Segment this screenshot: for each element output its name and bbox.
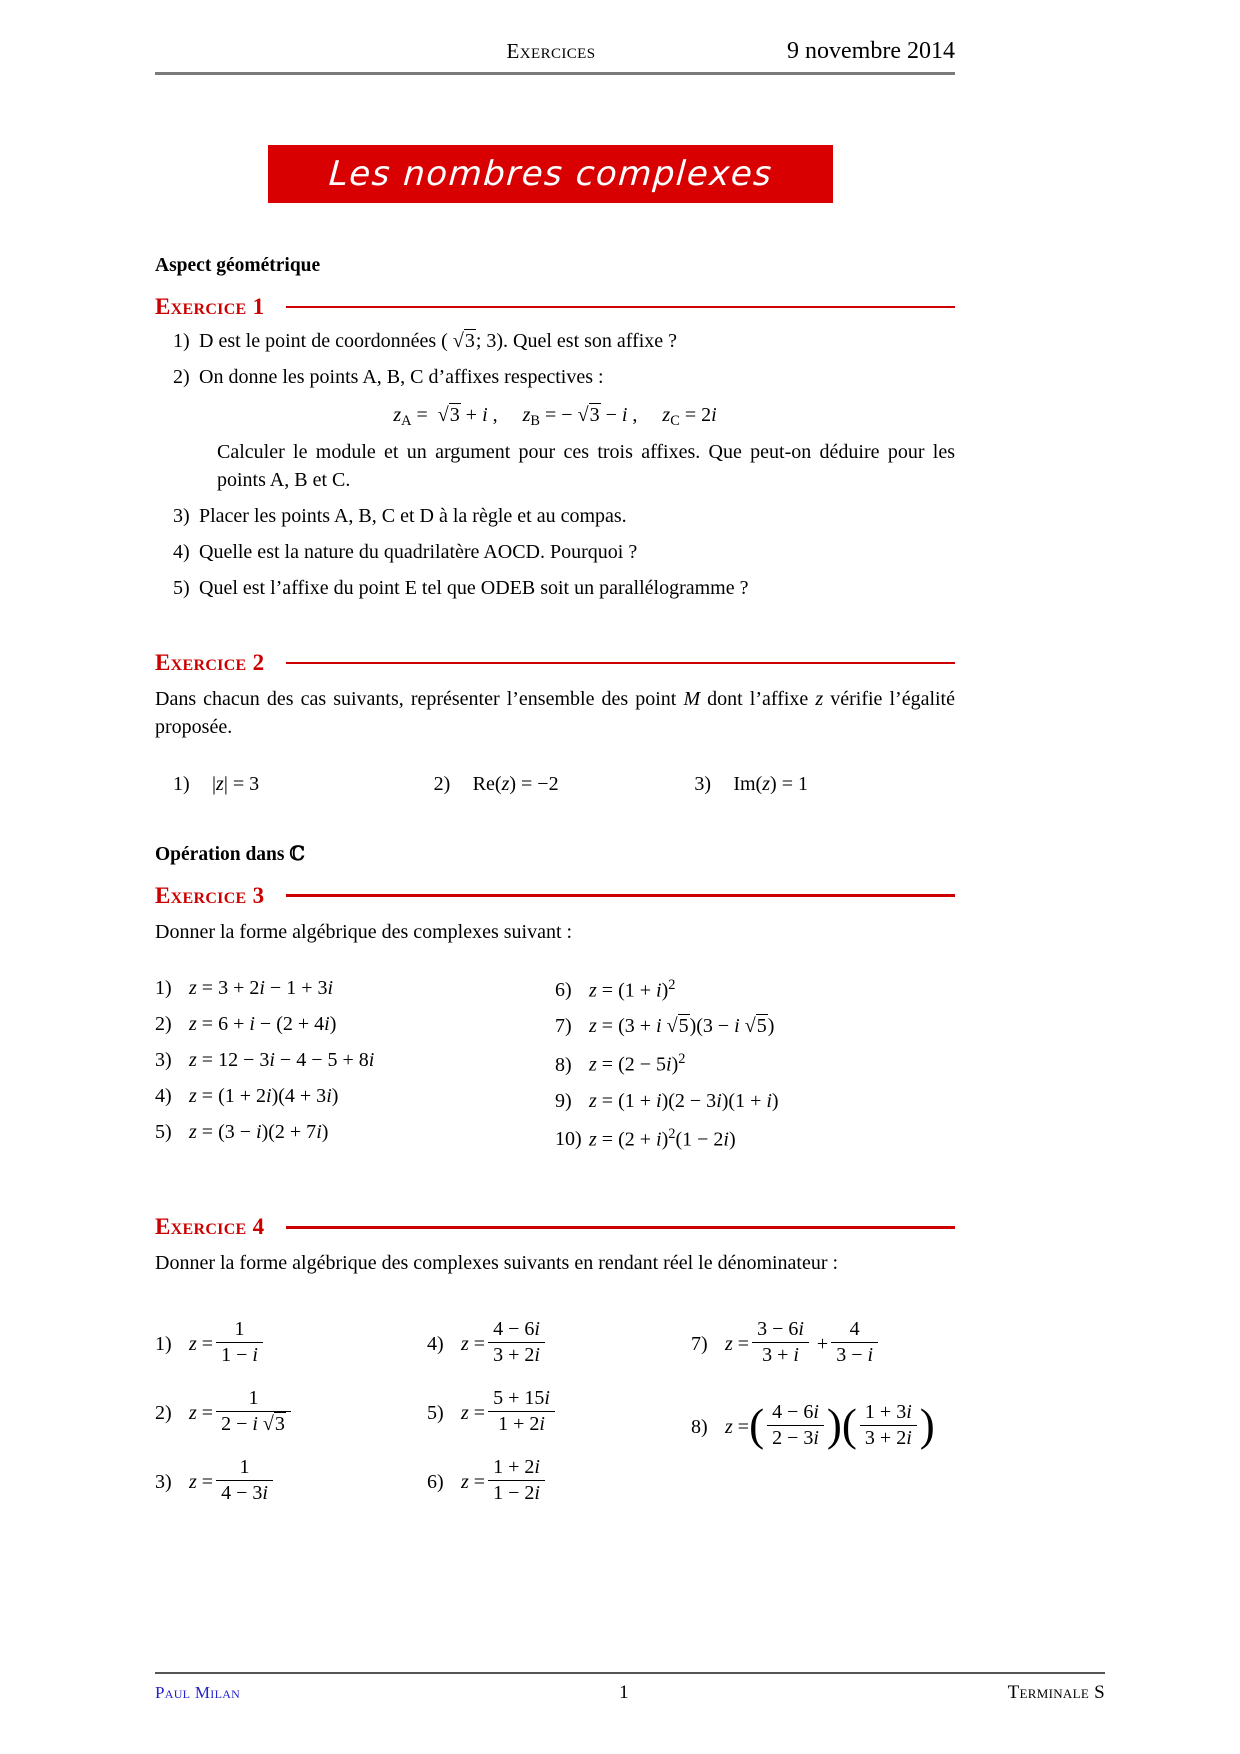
list-item: 8) z = ( $\frac{4 - 6i}{2 - 3i}$ ) ( $\frac{1 + 3i}{3 + 2i}$ ) [691,1400,935,1451]
exercise-1-list-continued [155,501,955,603]
exercise-2-item-1: 1) |z| = 3 [173,772,260,795]
exercise-4-label: Exercice 4 [155,1214,265,1240]
exercise-1-formula: $z_A = √3 + i$ , $z_B$ = − √3 − i , $z_C = 2i$ [393,404,717,430]
exercise-2-intro: Dans chacun des cas suivants, représenter l’ensemble des point M dont l’affixe z vérifie l’égalité proposée. [155,687,955,739]
exercise-4-rule [286,1226,955,1229]
page-footer [155,1682,1105,1704]
list-item: 8) $z = (2 - 5i)^2$ [555,1051,686,1076]
title-banner [268,145,833,203]
list-item: 10) $z = (2 + i)^2(1 - 2i)$ [555,1125,736,1151]
exercise-2-item-3: 3) Im(z) = 1 [694,772,808,795]
footer-page-number: 1 [619,1682,629,1703]
list-item: 4) z = $\frac{4 - 6i}{3 + 2i}$ [427,1320,691,1369]
exercise-1-label: Exercice 1 [155,294,265,319]
exercise-4-header [155,1214,955,1240]
list-item: 2) z = 6 + i − (2 + 4i) [155,1012,337,1035]
footer-class-level: Terminale S [1007,1682,1105,1703]
document-body [155,255,955,1507]
list-item: 1) z = 3 + 2i − 1 + 3i [155,976,334,999]
list-item-number: 1) [173,330,190,352]
list-item: 3) z = 12 − 3i − 4 − 5 + 8i [155,1048,375,1071]
list-item: 4) z = (1 + 2i)(4 + 3i) [155,1084,339,1107]
exercise-4-intro: Donner la forme algébrique des complexes suivants en rendant réel le dénominateur : [155,1252,839,1275]
list-item: 9) z = (1 + i)(2 − 3i)(1 + i) [555,1089,779,1112]
section-heading-operations: Opération dans ℂ [155,841,305,865]
list-item: 2) On donne les points A, B, C d’affixes respectives : [155,362,955,392]
exercise-3-intro: Donner la forme algébrique des complexes suivant : [155,920,573,943]
list-item: 6) $z = (1 + i)^2$ [555,976,676,1002]
list-item [155,501,955,531]
exercise-3-columns [155,964,955,1151]
list-item: 6) z = $\frac{1 + 2i}{1 - 2i}$ [427,1458,691,1507]
header-title: Exercices [506,39,596,63]
page-header [155,38,955,65]
list-item: 7) z = (3 + i √5)(3 − i √5) [555,1015,775,1038]
list-item [155,537,955,567]
header-divider [155,72,955,75]
header-date: 9 novembre 2014 [787,38,955,64]
list-item-number: 5) [173,576,190,599]
exercise-3-left-column [155,964,555,1151]
exercise-4-column-2 [427,1300,691,1507]
exercise-2-label: Exercice 2 [155,649,265,675]
list-item-text: Quel est l’affixe du point E tel que ODEB soit un parallélogramme ? [199,576,749,599]
list-item-text: Placer les points A, B, C et D à la règle et au compas. [199,504,627,527]
exercise-1-header [155,294,955,320]
exercise-4-column-3 [691,1300,955,1507]
exercise-3-header [155,883,955,909]
list-item-text: Quelle est la nature du quadrilatère AOCD. Pourquoi ? [199,540,638,563]
exercise-3-label: Exercice 3 [155,882,265,908]
exercise-3-right-column [555,964,955,1151]
exercise-1-rule [286,306,955,309]
list-item: 5) z = (3 − i)(2 + 7i) [155,1120,329,1143]
section-heading-geometry: Aspect géométrique [155,255,321,276]
exercise-4-column-1 [155,1300,427,1507]
footer-divider [155,1672,1105,1674]
exercise-1-list [155,326,955,392]
exercise-2-rule [286,662,955,665]
list-item-number: 2) [173,366,190,388]
footer-author: Paul Milan [155,1683,241,1702]
exercise-2-header [155,650,955,676]
exercise-3-rule [286,894,955,897]
exercise-4-columns [155,1300,955,1507]
exercise-2-item-2: 2) Re(z) = −2 [433,772,559,795]
list-item [155,573,955,603]
exercise-2-row [155,760,955,796]
document-title: Les nombres complexes [327,154,774,194]
list-item: 1) z = $\frac{1}{1 - i}$ [155,1320,427,1369]
list-item-number: 3) [173,504,190,527]
list-item: 7) z = $\frac{3 - 6i}{3 + i}$ + $\frac{4}{3 - i}$ [691,1320,955,1369]
exercise-1-subparagraph: Calculer le module et un argument pour ces trois affixes. Que peut-on déduire pour les points A, B et C. [217,441,955,492]
list-item: 1) D est le point de coordonnées ( √3; 3). Quel est son affixe ? [155,326,955,356]
list-item: 2) z = $\frac{1}{2 - i √3}$ [155,1389,427,1438]
list-item: 3) z = $\frac{1}{4 - 3i}$ [155,1458,427,1507]
list-item: 5) z = $\frac{5 + 15i}{1 + 2i}$ [427,1389,691,1438]
list-item-number: 4) [173,540,190,563]
